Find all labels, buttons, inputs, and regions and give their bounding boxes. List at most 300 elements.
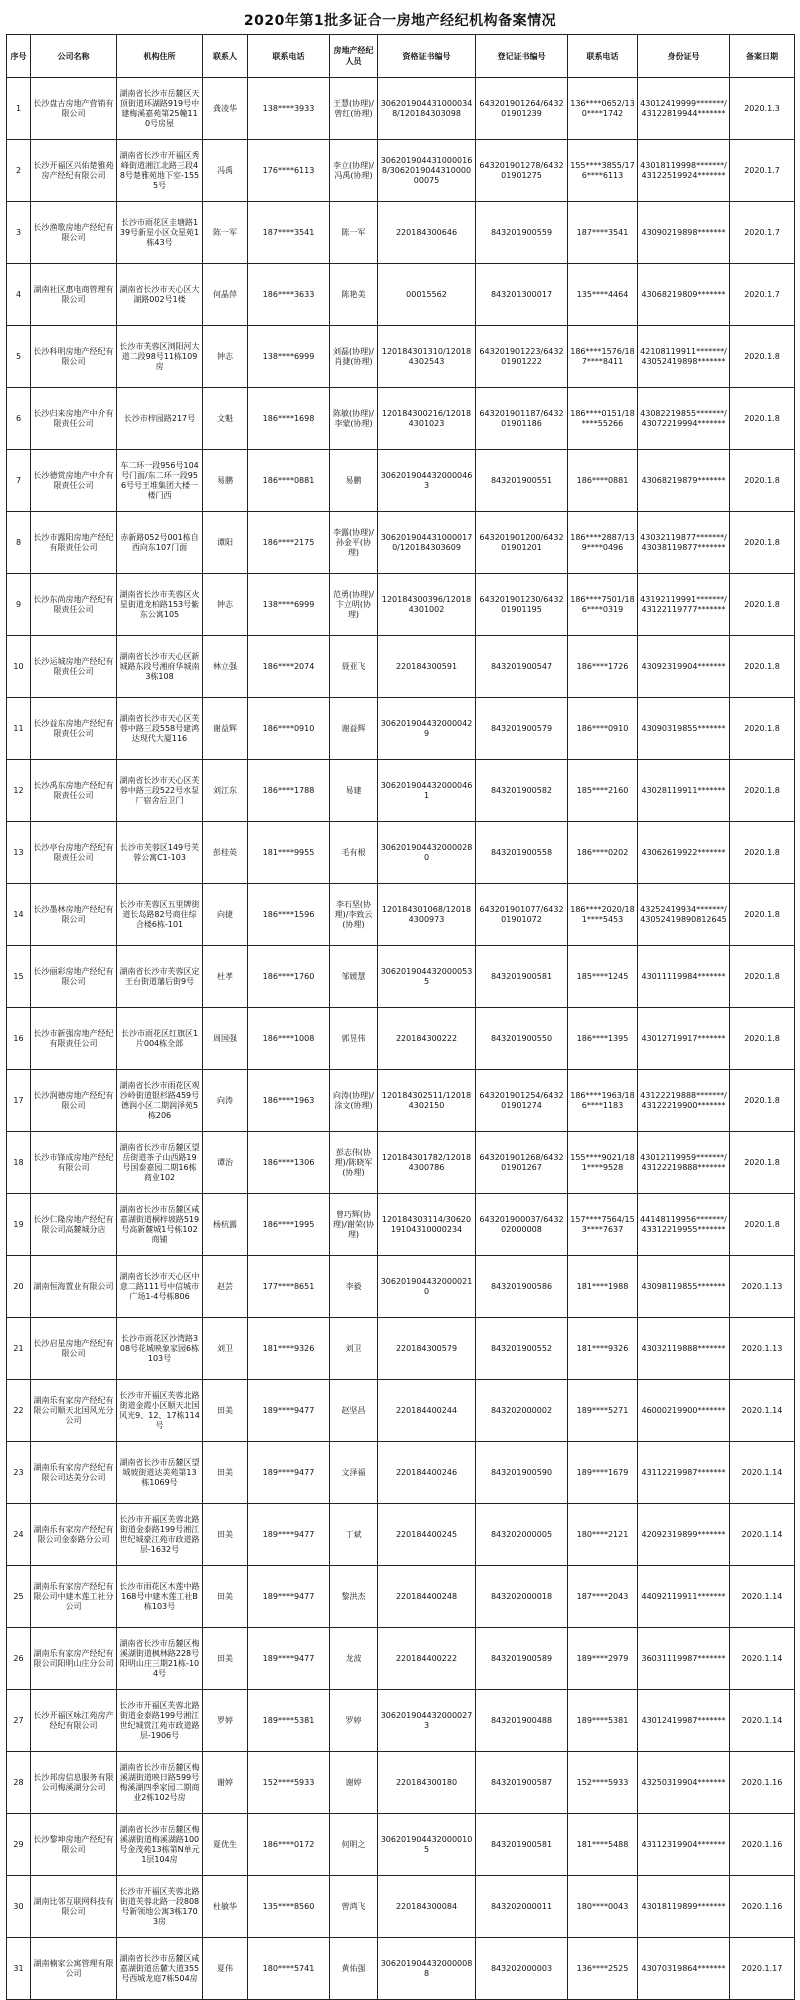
cell-reg-no: 843201900488 bbox=[476, 1690, 568, 1752]
cell-cert-no: 220184400248 bbox=[378, 1566, 476, 1628]
cell-company: 长沙东尚房地产经纪有限责任公司 bbox=[31, 574, 117, 636]
table-body bbox=[7, 78, 795, 2000]
cell-agent-phone: 152****5933 bbox=[568, 1752, 638, 1814]
cell-index: 3 bbox=[7, 202, 31, 264]
cell-index: 8 bbox=[7, 512, 31, 574]
cell-address: 长沙市开福区芙蓉北路街道芙蓉北路一段808号新领地公寓3栋1703房 bbox=[117, 1876, 203, 1938]
cell-index: 11 bbox=[7, 698, 31, 760]
table-row bbox=[7, 450, 795, 512]
header-cert-no: 资格证书编号 bbox=[378, 35, 476, 78]
cell-id-no: 43112319904******* bbox=[638, 1814, 730, 1876]
cell-index: 26 bbox=[7, 1628, 31, 1690]
cell-cert-no: 3062019044310000170/120184303609 bbox=[378, 512, 476, 574]
cell-contact: 林立强 bbox=[203, 636, 248, 698]
cell-cert-no: 220184300591 bbox=[378, 636, 476, 698]
cell-agent-phone: 189****2979 bbox=[568, 1628, 638, 1690]
cell-id-no: 43012119959*******/43122219888******* bbox=[638, 1132, 730, 1194]
table-row bbox=[7, 760, 795, 822]
cell-company: 长沙市锋成房地产经纪有限公司 bbox=[31, 1132, 117, 1194]
cell-agent-phone: 189****5271 bbox=[568, 1380, 638, 1442]
cell-address: 长沙市雨花区圭塘路139号新星小区众星苑1栋43号 bbox=[117, 202, 203, 264]
cell-index: 28 bbox=[7, 1752, 31, 1814]
cell-cert-no: 3062019044320000535 bbox=[378, 946, 476, 1008]
cell-contact: 田美 bbox=[203, 1566, 248, 1628]
cell-reg-no: 843201900550 bbox=[476, 1008, 568, 1070]
cell-reg-no: 843201900587 bbox=[476, 1752, 568, 1814]
cell-company: 长沙丽彩房地产经纪有限公司 bbox=[31, 946, 117, 1008]
cell-agents: 赵坚昌 bbox=[330, 1380, 378, 1442]
cell-reg-no: 643201901264/643201901239 bbox=[476, 78, 568, 140]
cell-agents: 曾鸿飞 bbox=[330, 1876, 378, 1938]
header-date: 备案日期 bbox=[730, 35, 795, 78]
cell-address: 长沙市芙蓉区五里牌街道长岛路82号商住综合楼6栋-101 bbox=[117, 884, 203, 946]
cell-date: 2020.1.14 bbox=[730, 1504, 795, 1566]
cell-cert-no: 3062019044320000463 bbox=[378, 450, 476, 512]
cell-date: 2020.1.8 bbox=[730, 946, 795, 1008]
cell-agents: 何明之 bbox=[330, 1814, 378, 1876]
cell-agents: 聂亚飞 bbox=[330, 636, 378, 698]
table-row bbox=[7, 78, 795, 140]
cell-company: 长沙仁隆房地产经纪有限公司高麓城分店 bbox=[31, 1194, 117, 1256]
header-index: 序号 bbox=[7, 35, 31, 78]
cell-agent-phone: 186****2020/181****5453 bbox=[568, 884, 638, 946]
cell-contact: 谭阳 bbox=[203, 512, 248, 574]
cell-id-no: 43092319904******* bbox=[638, 636, 730, 698]
cell-date: 2020.1.14 bbox=[730, 1442, 795, 1504]
cell-agents: 曾巧辉(协理)/谢荣(协理) bbox=[330, 1194, 378, 1256]
cell-reg-no: 643201900037/643202000008 bbox=[476, 1194, 568, 1256]
cell-address: 车二环一段956号104号门面/东二环一段956号号王堆集团大楼一楼门西 bbox=[117, 450, 203, 512]
cell-contact: 夏优生 bbox=[203, 1814, 248, 1876]
cell-index: 7 bbox=[7, 450, 31, 512]
cell-agent-phone: 136****0652/130****1742 bbox=[568, 78, 638, 140]
cell-phone: 189****9477 bbox=[248, 1628, 330, 1690]
cell-company: 长沙开福区咏江苑房产经纪有限公司 bbox=[31, 1690, 117, 1752]
cell-company: 湖南乐有家房产经纪有限公司中建木莲工社分公司 bbox=[31, 1566, 117, 1628]
cell-date: 2020.1.14 bbox=[730, 1628, 795, 1690]
table-header bbox=[7, 35, 795, 78]
table-row bbox=[7, 1876, 795, 1938]
cell-reg-no: 843201300017 bbox=[476, 264, 568, 326]
cell-agent-phone: 187****2043 bbox=[568, 1566, 638, 1628]
cell-index: 24 bbox=[7, 1504, 31, 1566]
cell-address: 湖南省长沙市芙蓉区定王台街道藩后街9号 bbox=[117, 946, 203, 1008]
cell-cert-no: 3062019044320000088 bbox=[378, 1938, 476, 2000]
cell-phone: 186****1963 bbox=[248, 1070, 330, 1132]
cell-reg-no: 843201900547 bbox=[476, 636, 568, 698]
cell-cert-no: 3062019044310000168/306201904431000000075 bbox=[378, 140, 476, 202]
cell-agent-phone: 157****7564/153****7637 bbox=[568, 1194, 638, 1256]
cell-agents: 黄佑强 bbox=[330, 1938, 378, 2000]
cell-index: 30 bbox=[7, 1876, 31, 1938]
cell-contact: 何晶萍 bbox=[203, 264, 248, 326]
cell-reg-no: 843202000018 bbox=[476, 1566, 568, 1628]
cell-agents: 陈艳美 bbox=[330, 264, 378, 326]
cell-company: 长沙科明房地产经纪有限公司 bbox=[31, 326, 117, 388]
cell-index: 31 bbox=[7, 1938, 31, 2000]
cell-contact: 田美 bbox=[203, 1504, 248, 1566]
table-row bbox=[7, 202, 795, 264]
cell-agents: 邹媛慧 bbox=[330, 946, 378, 1008]
header-contact: 联系人 bbox=[203, 35, 248, 78]
cell-date: 2020.1.8 bbox=[730, 1132, 795, 1194]
cell-contact: 田美 bbox=[203, 1380, 248, 1442]
cell-phone: 186****1760 bbox=[248, 946, 330, 1008]
table-row bbox=[7, 1380, 795, 1442]
cell-cert-no: 220184400245 bbox=[378, 1504, 476, 1566]
cell-company: 长沙开福区兴佑楚雅苑房产经纪有限公司 bbox=[31, 140, 117, 202]
cell-id-no: 43012419999*******/43122819944******* bbox=[638, 78, 730, 140]
cell-id-no: 43082219855*******/43072219994******* bbox=[638, 388, 730, 450]
cell-reg-no: 843201900552 bbox=[476, 1318, 568, 1380]
table-row bbox=[7, 1132, 795, 1194]
cell-date: 2020.1.8 bbox=[730, 326, 795, 388]
cell-date: 2020.1.8 bbox=[730, 698, 795, 760]
table-row bbox=[7, 1566, 795, 1628]
cell-index: 17 bbox=[7, 1070, 31, 1132]
cell-agent-phone: 185****1245 bbox=[568, 946, 638, 1008]
cell-contact: 钟志 bbox=[203, 574, 248, 636]
cell-cert-no: 220184300084 bbox=[378, 1876, 476, 1938]
cell-cert-no: 120184301782/120184300786 bbox=[378, 1132, 476, 1194]
cell-index: 10 bbox=[7, 636, 31, 698]
cell-phone: 186****3633 bbox=[248, 264, 330, 326]
cell-cert-no: 00015562 bbox=[378, 264, 476, 326]
header-reg-no: 登记证书编号 bbox=[476, 35, 568, 78]
cell-address: 长沙市开福区芙蓉北路街道金泰路199号湘江世纪城赏江苑市政道路层-1906号 bbox=[117, 1690, 203, 1752]
cell-reg-no: 843202000003 bbox=[476, 1938, 568, 2000]
cell-id-no: 44092119911******* bbox=[638, 1566, 730, 1628]
cell-date: 2020.1.8 bbox=[730, 574, 795, 636]
table-row bbox=[7, 1318, 795, 1380]
cell-company: 湖南恒海置业有限公司 bbox=[31, 1256, 117, 1318]
cell-contact: 周国强 bbox=[203, 1008, 248, 1070]
table-row bbox=[7, 1442, 795, 1504]
cell-agents: 范勇(协理)/卞立明(协理) bbox=[330, 574, 378, 636]
cell-id-no: 44148119956*******/43312219955******* bbox=[638, 1194, 730, 1256]
cell-id-no: 43098119855******* bbox=[638, 1256, 730, 1318]
cell-company: 长沙运城房地产经纪有限责任公司 bbox=[31, 636, 117, 698]
cell-reg-no: 843202000011 bbox=[476, 1876, 568, 1938]
cell-agents: 郭昱伟 bbox=[330, 1008, 378, 1070]
table-row bbox=[7, 1814, 795, 1876]
cell-phone: 186****1306 bbox=[248, 1132, 330, 1194]
cell-contact: 钟志 bbox=[203, 326, 248, 388]
cell-company: 长沙渔歌房地产经纪有限公司 bbox=[31, 202, 117, 264]
cell-date: 2020.1.13 bbox=[730, 1318, 795, 1380]
cell-date: 2020.1.3 bbox=[730, 78, 795, 140]
header-address: 机构住所 bbox=[117, 35, 203, 78]
cell-address: 长沙市芙蓉区浏阳河大道二段98号11栋109房 bbox=[117, 326, 203, 388]
cell-contact: 谭治 bbox=[203, 1132, 248, 1194]
cell-address: 长沙市梓园路217号 bbox=[117, 388, 203, 450]
cell-cert-no: 3062019044320000105 bbox=[378, 1814, 476, 1876]
cell-phone: 186****2074 bbox=[248, 636, 330, 698]
cell-date: 2020.1.8 bbox=[730, 822, 795, 884]
cell-id-no: 43012419987******* bbox=[638, 1690, 730, 1752]
cell-cert-no: 220184300646 bbox=[378, 202, 476, 264]
cell-contact: 罗婷 bbox=[203, 1690, 248, 1752]
cell-phone: 186****1788 bbox=[248, 760, 330, 822]
cell-index: 9 bbox=[7, 574, 31, 636]
cell-index: 6 bbox=[7, 388, 31, 450]
cell-phone: 189****9477 bbox=[248, 1442, 330, 1504]
cell-id-no: 43032119888******* bbox=[638, 1318, 730, 1380]
cell-index: 18 bbox=[7, 1132, 31, 1194]
cell-id-no: 43018119899******* bbox=[638, 1876, 730, 1938]
cell-agent-phone: 186****2887/139****0496 bbox=[568, 512, 638, 574]
cell-date: 2020.1.13 bbox=[730, 1256, 795, 1318]
cell-id-no: 43011119984******* bbox=[638, 946, 730, 1008]
cell-agent-phone: 186****0202 bbox=[568, 822, 638, 884]
cell-agents: 文泽福 bbox=[330, 1442, 378, 1504]
cell-address: 湖南省长沙市天心区新城路东段号湘府华城南3栋108 bbox=[117, 636, 203, 698]
cell-contact: 杜孝 bbox=[203, 946, 248, 1008]
table-row bbox=[7, 698, 795, 760]
cell-agent-phone: 155****3855/176****6113 bbox=[568, 140, 638, 202]
table-row bbox=[7, 1504, 795, 1566]
cell-agent-phone: 186****1576/187****8411 bbox=[568, 326, 638, 388]
cell-agents: 李立(协理)/冯禹(协理) bbox=[330, 140, 378, 202]
cell-company: 长沙润德房地产经纪有限公司 bbox=[31, 1070, 117, 1132]
cell-company: 湖南乐有家房产经纪有限公司金泰路分公司 bbox=[31, 1504, 117, 1566]
cell-contact: 向涛 bbox=[203, 1070, 248, 1132]
cell-company: 湖南楠家公寓管理有限公司 bbox=[31, 1938, 117, 2000]
cell-agents: 李毅 bbox=[330, 1256, 378, 1318]
cell-agents: 易鹏 bbox=[330, 450, 378, 512]
cell-address: 湖南省长沙市岳麓区咸嘉湖街道岳麓大道355号西城龙庭7栋504房 bbox=[117, 1938, 203, 2000]
cell-address: 湖南省长沙市天心区芙蓉中路三段522号水泵厂宿舍后卫门 bbox=[117, 760, 203, 822]
cell-address: 湖南省长沙市岳麓区梅溪湖街道梅溪湖路100号金茂苑13栋第N单元1层104房 bbox=[117, 1814, 203, 1876]
cell-agents: 李露(协理)/孙金平(协理) bbox=[330, 512, 378, 574]
cell-company: 湖南乐有家房产经纪有限公司达美分公司 bbox=[31, 1442, 117, 1504]
cell-phone: 180****5741 bbox=[248, 1938, 330, 2000]
cell-id-no: 43018119998*******/43122519924******* bbox=[638, 140, 730, 202]
cell-contact: 刘卫 bbox=[203, 1318, 248, 1380]
cell-id-no: 43192119991*******/43122119777******* bbox=[638, 574, 730, 636]
cell-id-no: 43028119911******* bbox=[638, 760, 730, 822]
cell-reg-no: 843201900559 bbox=[476, 202, 568, 264]
cell-agents: 谢益辉 bbox=[330, 698, 378, 760]
cell-phone: 186****1008 bbox=[248, 1008, 330, 1070]
cell-cert-no: 3062019044320000273 bbox=[378, 1690, 476, 1752]
cell-index: 4 bbox=[7, 264, 31, 326]
document-title: 2020年第1批多证合一房地产经纪机构备案情况 bbox=[243, 13, 557, 29]
cell-address: 长沙市芙蓉区149号芙蓉公寓C1-103 bbox=[117, 822, 203, 884]
table-row bbox=[7, 1938, 795, 2000]
cell-contact: 向捷 bbox=[203, 884, 248, 946]
cell-cert-no: 3062019044320000429 bbox=[378, 698, 476, 760]
cell-agent-phone: 181****1988 bbox=[568, 1256, 638, 1318]
table-row bbox=[7, 1752, 795, 1814]
cell-cert-no: 3062019044320000210 bbox=[378, 1256, 476, 1318]
cell-reg-no: 643201901278/643201901275 bbox=[476, 140, 568, 202]
cell-address: 湖南省长沙市天心区芙蓉中路三段558号建鸿达现代大厦116 bbox=[117, 698, 203, 760]
cell-company: 长沙黎坤房地产经纪有限公司 bbox=[31, 1814, 117, 1876]
cell-index: 19 bbox=[7, 1194, 31, 1256]
cell-agent-phone: 135****4464 bbox=[568, 264, 638, 326]
cell-contact: 赵芸 bbox=[203, 1256, 248, 1318]
header-agents: 房地产经纪人员 bbox=[330, 35, 378, 78]
cell-date: 2020.1.14 bbox=[730, 1690, 795, 1752]
cell-date: 2020.1.14 bbox=[730, 1380, 795, 1442]
cell-agent-phone: 180****2121 bbox=[568, 1504, 638, 1566]
cell-address: 湖南省长沙市岳麓区望城坡街道达美苑第13栋1069号 bbox=[117, 1442, 203, 1504]
cell-company: 湖南比邻互联网科技有限公司 bbox=[31, 1876, 117, 1938]
cell-address: 湖南省长沙市天心区中意二路111号中信城市广场1-4号栋806 bbox=[117, 1256, 203, 1318]
cell-reg-no: 643201901254/643201901274 bbox=[476, 1070, 568, 1132]
cell-agents: 黎洪杰 bbox=[330, 1566, 378, 1628]
cell-address: 长沙市开福区芙蓉北路街道金霞小区顺天北国风光9、12、17栋114号 bbox=[117, 1380, 203, 1442]
cell-date: 2020.1.8 bbox=[730, 1008, 795, 1070]
cell-company: 长沙市露阳房地产经纪有限责任公司 bbox=[31, 512, 117, 574]
cell-phone: 189****5381 bbox=[248, 1690, 330, 1752]
cell-address: 湖南省长沙市岳麓区梅溪湖街道映日路599号梅溪湖四季家园二期商业2栋102号房 bbox=[117, 1752, 203, 1814]
cell-date: 2020.1.7 bbox=[730, 140, 795, 202]
cell-contact: 夏伟 bbox=[203, 1938, 248, 2000]
cell-address: 湖南省长沙市天心区大湖路002号1楼 bbox=[117, 264, 203, 326]
cell-agents: 罗婷 bbox=[330, 1690, 378, 1752]
cell-agent-phone: 186****1963/186****1183 bbox=[568, 1070, 638, 1132]
cell-id-no: 43090219898******* bbox=[638, 202, 730, 264]
table-row bbox=[7, 946, 795, 1008]
cell-company: 长沙归来房地产中介有限责任公司 bbox=[31, 388, 117, 450]
cell-phone: 186****0910 bbox=[248, 698, 330, 760]
cell-agents: 丁斌 bbox=[330, 1504, 378, 1566]
cell-date: 2020.1.8 bbox=[730, 1070, 795, 1132]
cell-agent-phone: 181****9326 bbox=[568, 1318, 638, 1380]
cell-reg-no: 843201900590 bbox=[476, 1442, 568, 1504]
cell-phone: 138****6999 bbox=[248, 326, 330, 388]
cell-phone: 138****6999 bbox=[248, 574, 330, 636]
cell-date: 2020.1.17 bbox=[730, 1938, 795, 2000]
cell-reg-no: 843201900579 bbox=[476, 698, 568, 760]
cell-address: 长沙市开福区芙蓉北路街道金泰路199号湘江世纪城豪江苑市政道路层-1632号 bbox=[117, 1504, 203, 1566]
cell-address: 湖南省长沙市岳麓区天顶街道环湖路919号中建梅溪嘉苑第25幢110号房屋 bbox=[117, 78, 203, 140]
cell-phone: 186****0172 bbox=[248, 1814, 330, 1876]
cell-phone: 176****6113 bbox=[248, 140, 330, 202]
cell-agent-phone: 186****1726 bbox=[568, 636, 638, 698]
cell-reg-no: 843201900551 bbox=[476, 450, 568, 512]
cell-date: 2020.1.8 bbox=[730, 388, 795, 450]
cell-contact: 易鹏 bbox=[203, 450, 248, 512]
cell-agent-phone: 189****1679 bbox=[568, 1442, 638, 1504]
table-row bbox=[7, 636, 795, 698]
cell-company: 长沙启星房地产经纪有限公司 bbox=[31, 1318, 117, 1380]
cell-agents: 陈敏(协理)/李蒙(协理) bbox=[330, 388, 378, 450]
cell-reg-no: 643201901077/643201901072 bbox=[476, 884, 568, 946]
cell-cert-no: 120184300216/120184301023 bbox=[378, 388, 476, 450]
cell-agent-phone: 187****3541 bbox=[568, 202, 638, 264]
header-phone: 联系电话 bbox=[248, 35, 330, 78]
cell-company: 长沙益东房地产经纪有限责任公司 bbox=[31, 698, 117, 760]
cell-cert-no: 220184300222 bbox=[378, 1008, 476, 1070]
cell-company: 湖南乐有家房产经纪有限公司阳明山庄分公司 bbox=[31, 1628, 117, 1690]
cell-phone: 186****1698 bbox=[248, 388, 330, 450]
cell-contact: 田美 bbox=[203, 1442, 248, 1504]
cell-agents: 彭志伟(协理)/陈晓军(协理) bbox=[330, 1132, 378, 1194]
cell-cert-no: 220184400222 bbox=[378, 1628, 476, 1690]
cell-agents: 李石坚(协理)/李致云(协理) bbox=[330, 884, 378, 946]
cell-cert-no: 220184400246 bbox=[378, 1442, 476, 1504]
cell-contact: 冯禹 bbox=[203, 140, 248, 202]
header-row bbox=[7, 35, 795, 78]
cell-index: 5 bbox=[7, 326, 31, 388]
cell-contact: 彭桂英 bbox=[203, 822, 248, 884]
cell-contact: 陈一军 bbox=[203, 202, 248, 264]
cell-agents: 刘磊(协理)/肖捷(协理) bbox=[330, 326, 378, 388]
cell-index: 12 bbox=[7, 760, 31, 822]
cell-contact: 谢益辉 bbox=[203, 698, 248, 760]
cell-id-no: 46000219900******* bbox=[638, 1380, 730, 1442]
cell-phone: 189****9477 bbox=[248, 1380, 330, 1442]
cell-reg-no: 843202000005 bbox=[476, 1504, 568, 1566]
cell-phone: 186****1995 bbox=[248, 1194, 330, 1256]
cell-phone: 181****9955 bbox=[248, 822, 330, 884]
cell-company: 长沙禹东房地产经纪有限责任公司 bbox=[31, 760, 117, 822]
table-row bbox=[7, 1070, 795, 1132]
cell-address: 湖南省长沙市岳麓区梅溪湖街道枫林路228号阳明山庄三期21栋-104号 bbox=[117, 1628, 203, 1690]
cell-date: 2020.1.16 bbox=[730, 1876, 795, 1938]
cell-cert-no: 220184300579 bbox=[378, 1318, 476, 1380]
cell-id-no: 43062619922******* bbox=[638, 822, 730, 884]
cell-company: 长沙亭台房地产经纪有限责任公司 bbox=[31, 822, 117, 884]
cell-cert-no: 220184300180 bbox=[378, 1752, 476, 1814]
cell-date: 2020.1.7 bbox=[730, 264, 795, 326]
cell-date: 2020.1.14 bbox=[730, 1566, 795, 1628]
cell-phone: 181****9326 bbox=[248, 1318, 330, 1380]
cell-id-no: 43070319864******* bbox=[638, 1938, 730, 2000]
cell-index: 27 bbox=[7, 1690, 31, 1752]
cell-id-no: 43252419934*******/43052419890812645 bbox=[638, 884, 730, 946]
cell-company: 湖南社区惠电商管理有限公司 bbox=[31, 264, 117, 326]
cell-index: 20 bbox=[7, 1256, 31, 1318]
cell-company: 长沙德赏房地产中介有限责任公司 bbox=[31, 450, 117, 512]
cell-company: 长沙邦房信息服务有限公司梅溪湖分公司 bbox=[31, 1752, 117, 1814]
cell-index: 29 bbox=[7, 1814, 31, 1876]
cell-cert-no: 220184400244 bbox=[378, 1380, 476, 1442]
cell-date: 2020.1.7 bbox=[730, 202, 795, 264]
cell-phone: 138****3933 bbox=[248, 78, 330, 140]
cell-address: 长沙市雨花区红旗区1片004栋全部 bbox=[117, 1008, 203, 1070]
cell-id-no: 43032119877*******/43038119877******* bbox=[638, 512, 730, 574]
cell-date: 2020.1.16 bbox=[730, 1814, 795, 1876]
cell-cert-no: 120184300396/120184301002 bbox=[378, 574, 476, 636]
cell-reg-no: 843201900558 bbox=[476, 822, 568, 884]
cell-id-no: 42108119911*******/43052419898******* bbox=[638, 326, 730, 388]
cell-phone: 177****8651 bbox=[248, 1256, 330, 1318]
cell-agents: 王慧(协理)/曾红(协理) bbox=[330, 78, 378, 140]
cell-contact: 文魁 bbox=[203, 388, 248, 450]
cell-id-no: 43090319855******* bbox=[638, 698, 730, 760]
cell-cert-no: 120184302511/120184302150 bbox=[378, 1070, 476, 1132]
cell-date: 2020.1.8 bbox=[730, 450, 795, 512]
cell-phone: 186****1596 bbox=[248, 884, 330, 946]
cell-index: 15 bbox=[7, 946, 31, 1008]
cell-cert-no: 120184301068/120184300973 bbox=[378, 884, 476, 946]
cell-agent-phone: 136****2525 bbox=[568, 1938, 638, 2000]
table-row bbox=[7, 388, 795, 450]
cell-company: 长沙盘古房地产营销有限公司 bbox=[31, 78, 117, 140]
cell-id-no: 43122219888*******/43122219900******* bbox=[638, 1070, 730, 1132]
cell-reg-no: 643201901230/643201901195 bbox=[476, 574, 568, 636]
cell-phone: 152****5933 bbox=[248, 1752, 330, 1814]
cell-company: 长沙市新强房地产经纪有限责任公司 bbox=[31, 1008, 117, 1070]
cell-date: 2020.1.8 bbox=[730, 636, 795, 698]
cell-agent-phone: 186****0151/18****55266 bbox=[568, 388, 638, 450]
cell-reg-no: 643201901187/643201901186 bbox=[476, 388, 568, 450]
cell-phone: 135****8560 bbox=[248, 1876, 330, 1938]
